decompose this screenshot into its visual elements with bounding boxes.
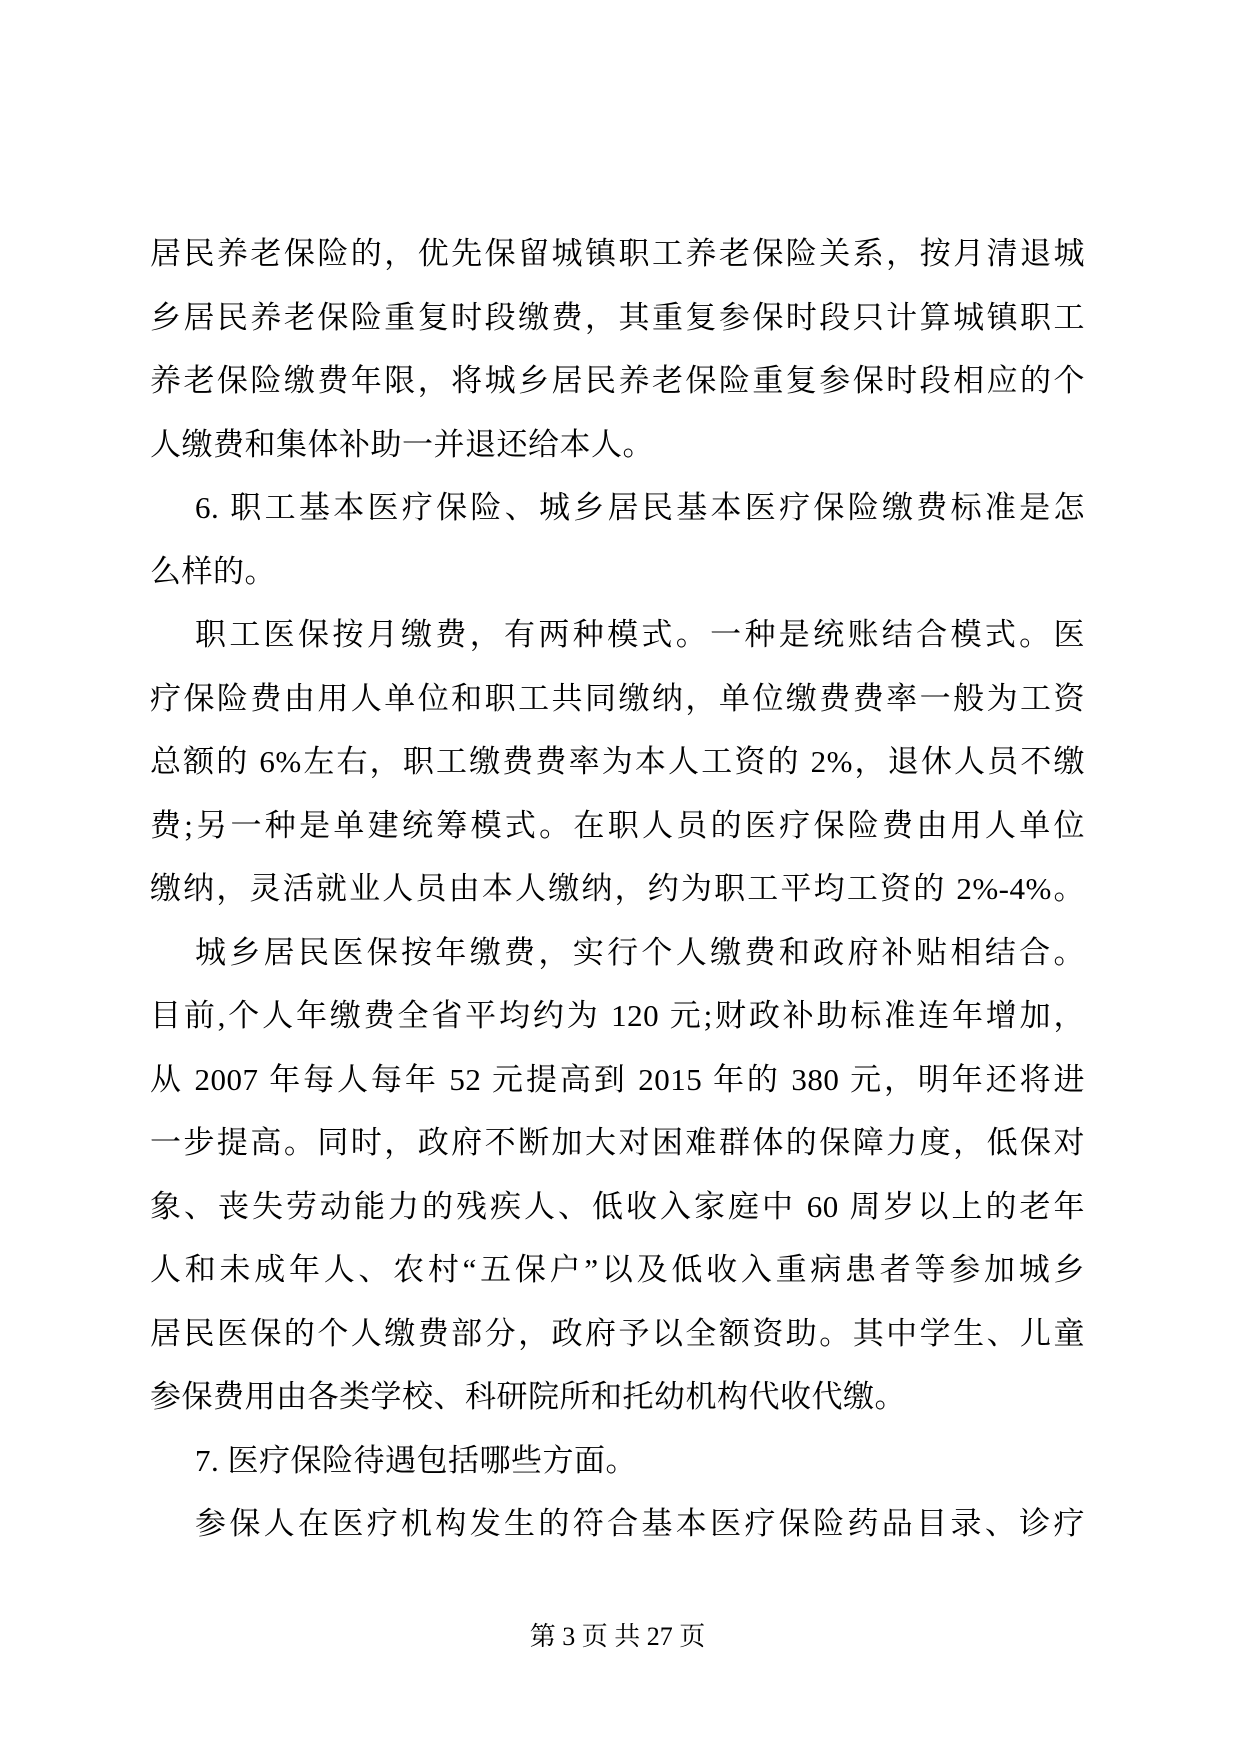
text-line: 总额的 6%左右，职工缴费费率为本人工资的 2%，退休人员不缴: [150, 744, 1085, 779]
text-line: 费;另一种是单建统筹模式。在职人员的医疗保险费由用人单位: [150, 807, 1085, 843]
text-line: 参保人在医疗机构发生的符合基本医疗保险药品目录、诊疗: [195, 1506, 1085, 1541]
text-line: 么样的。: [150, 553, 276, 589]
page-footer: [150, 1620, 1085, 1654]
text-line: 职工医保按月缴费，有两种模式。一种是统账结合模式。医: [195, 617, 1085, 652]
text-line: 人缴费和集体补助一并退还给本人。: [150, 426, 654, 462]
text-line: 人和未成年人、农村“五保户”以及低收入重病患者等参加城乡: [150, 1252, 1085, 1287]
text-line: 乡居民养老保险重复时段缴费，其重复参保时段只计算城镇职工: [150, 299, 1085, 335]
text-line: 养老保险缴费年限，将城乡居民养老保险重复参保时段相应的个: [150, 363, 1085, 398]
text-line: 城乡居民医保按年缴费，实行个人缴费和政府补贴相结合。: [195, 934, 1085, 970]
text-line: 缴纳，灵活就业人员由本人缴纳，约为职工平均工资的 2%-4%。: [150, 871, 1085, 906]
text-line: 从 2007 年每人每年 52 元提高到 2015 年的 380 元，明年还将进: [150, 1061, 1085, 1097]
text-line: 象、丧失劳动能力的残疾人、低收入家庭中 60 周岁以上的老年: [150, 1188, 1085, 1224]
text-line: 疗保险费由用人单位和职工共同缴纳，单位缴费费率一般为工资: [150, 680, 1085, 716]
text-line: 居民养老保险的，优先保留城镇职工养老保险关系，按月清退城: [150, 236, 1085, 271]
text-line: 7. 医疗保险待遇包括哪些方面。: [195, 1442, 637, 1478]
document-body: [150, 222, 1085, 1556]
text-line: 居民医保的个人缴费部分，政府予以全额资助。其中学生、儿童: [150, 1315, 1085, 1351]
text-line: 目前,个人年缴费全省平均约为 120 元;财政补助标准连年增加，: [150, 998, 1085, 1033]
text-line: 一步提高。同时，政府不断加大对困难群体的保障力度，低保对: [150, 1125, 1085, 1160]
text-line: 参保费用由各类学校、科研院所和托幼机构代收代缴。: [150, 1379, 906, 1414]
text-line: 6. 职工基本医疗保险、城乡居民基本医疗保险缴费标准是怎: [195, 490, 1085, 525]
page-number-text: 第 3 页 共 27 页: [529, 1622, 706, 1651]
